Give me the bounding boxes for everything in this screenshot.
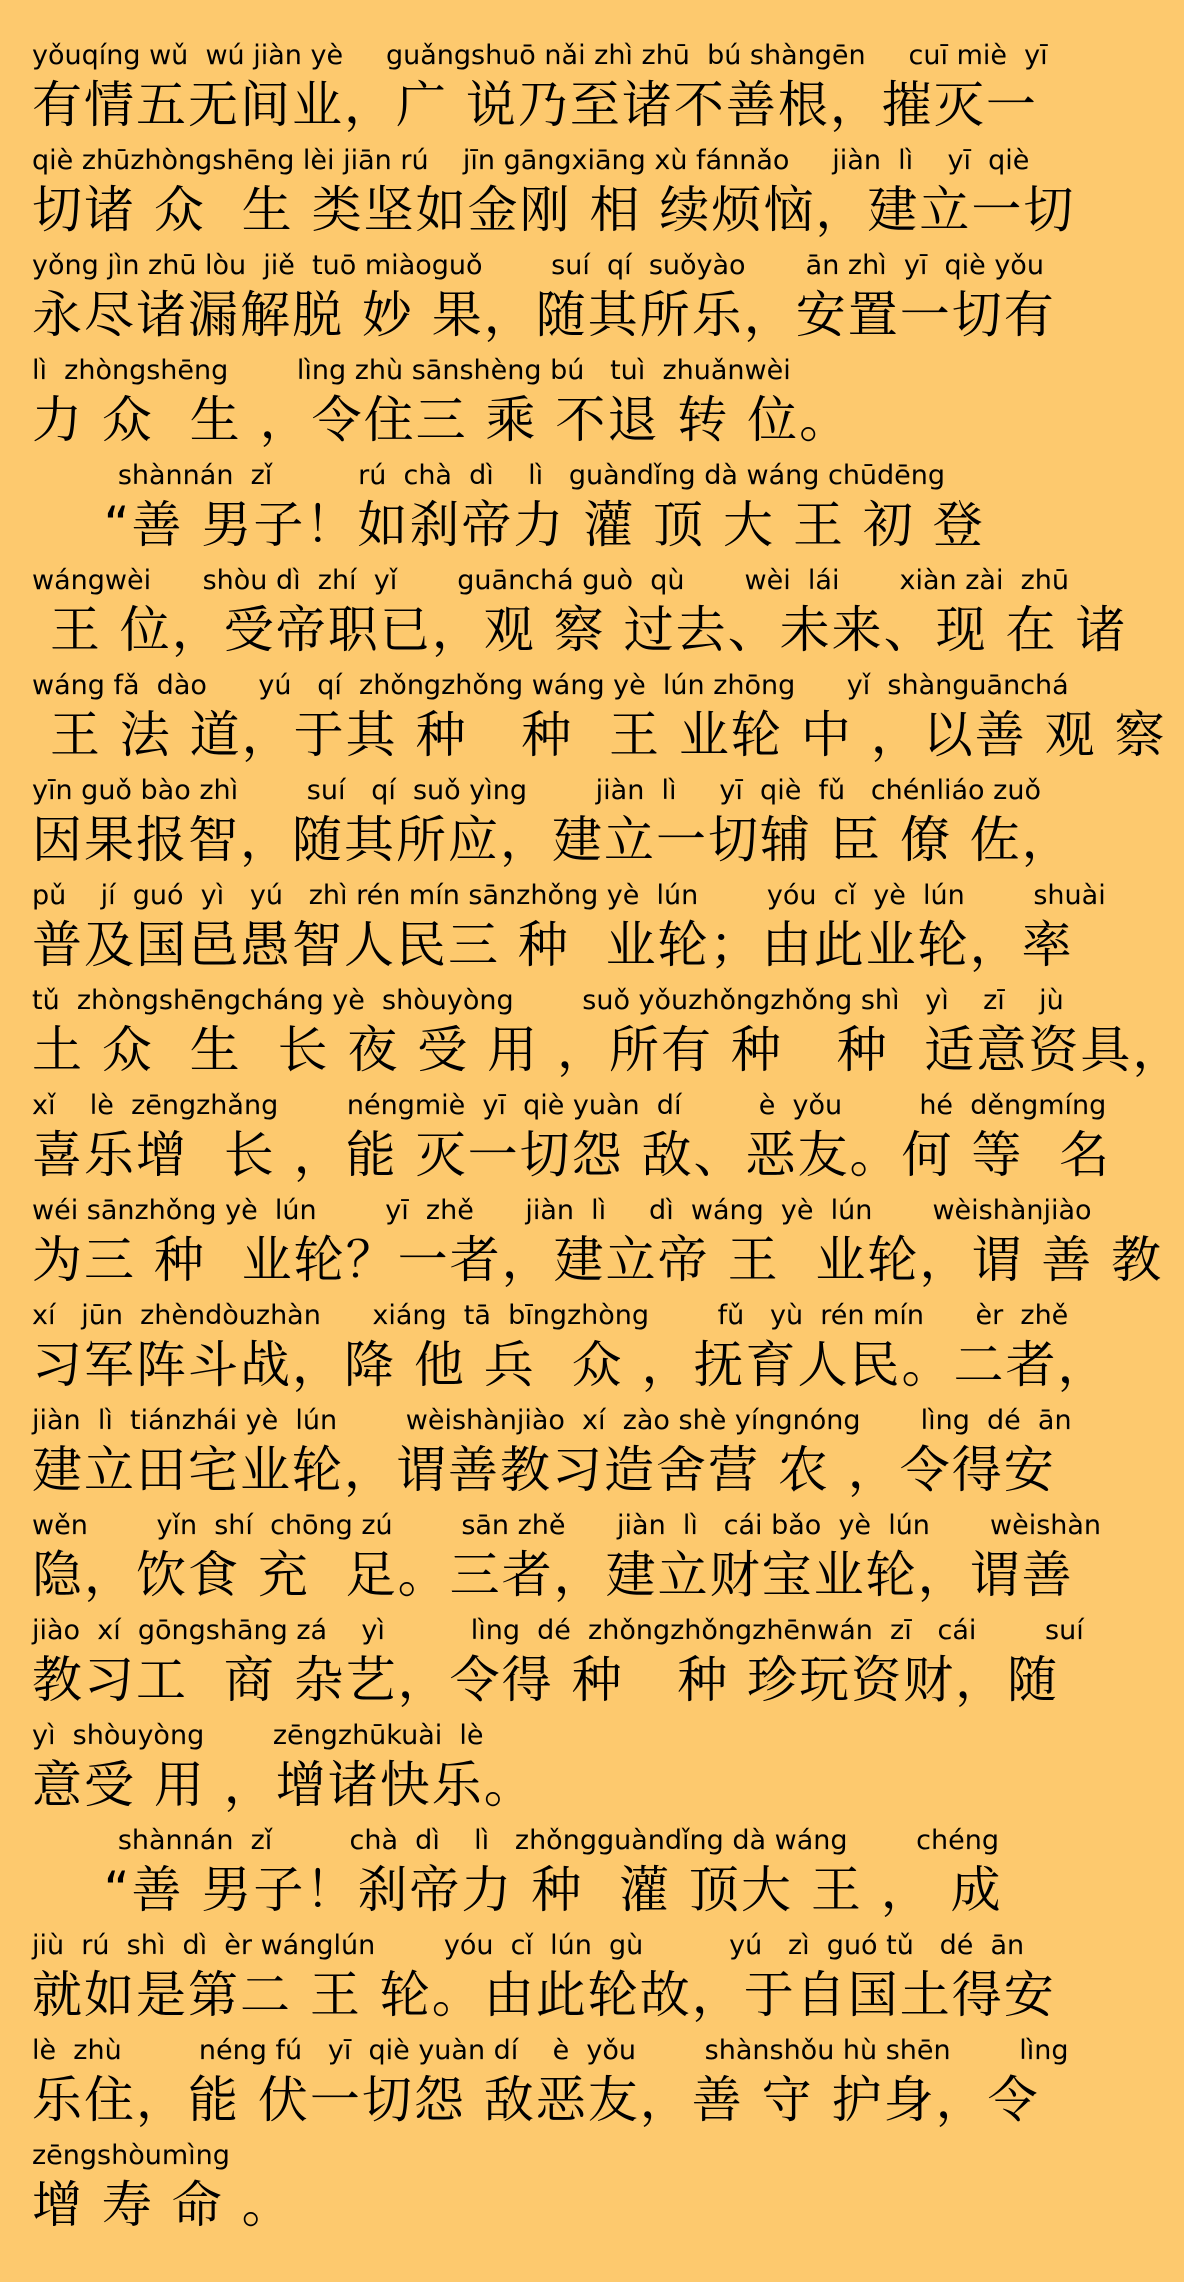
hanzi-text: 土 众 生 长 夜 受 用 ，所有 种 种 适意资具， xyxy=(32,1021,1184,1079)
pinyin-annotation: xǐ lè zēngzhǎng néngmiè yī qiè yuàn dí è yǒu hé děngmíng xyxy=(32,1090,1107,1121)
text-line xyxy=(32,1298,1110,1403)
text-line xyxy=(32,248,1056,353)
text-line xyxy=(32,353,1050,458)
pinyin-annotation: jiàn lì tiánzhái yè lún wèishànjiào xí zào shè yíngnóng lìng dé ān xyxy=(32,1405,1072,1436)
pinyin-annotation: xí jūn zhèndòuzhàn xiáng tā bīngzhòng fǔ yù rén mín èr zhě xyxy=(32,1300,1069,1331)
hanzi-text: 建立田宅业轮，谓善教习造舍营 农 ，令得安 xyxy=(32,1441,1056,1499)
text-line xyxy=(32,458,1050,563)
text-line xyxy=(32,38,1050,143)
pinyin-annotation: zēngshòumìng xyxy=(32,2140,230,2171)
pinyin-annotation: wáng fǎ dào yú qí zhǒngzhǒng wáng yè lún zhōng yǐ shànguānchá xyxy=(32,670,1069,701)
hanzi-text: 意受 用 ，增诸快乐。 xyxy=(32,1756,536,1814)
hanzi-text: 王 法 道，于其 种 种 王 业轮 中 ，以善 观 察 xyxy=(32,706,1167,764)
hanzi-text: 就如是第二 王 轮。由此轮故，于自国土得安 xyxy=(32,1966,1056,2024)
text-line xyxy=(32,2033,1069,2138)
hanzi-text: 乐住，能 伏一切怨 敌恶友，善 守 护身，令 xyxy=(32,2071,1040,2129)
text-line xyxy=(32,1403,1072,1508)
text-line xyxy=(32,668,1167,773)
text-line xyxy=(32,1508,1102,1613)
pinyin-annotation: yǒng jìn zhū lòu jiě tuō miàoguǒ suí qí suǒyào ān zhì yī qiè yǒu xyxy=(32,250,1044,281)
pinyin-annotation: shànnán zǐ rú chà dì lì guàndǐng dà wáng chūdēng xyxy=(32,460,946,491)
pinyin-annotation: yīn guǒ bào zhì suí qí suǒ yìng jiàn lì yī qiè fǔ chénliáo zuǒ xyxy=(32,775,1041,806)
text-line xyxy=(32,983,1184,1088)
text-line xyxy=(32,143,1076,248)
text-line xyxy=(32,563,1128,668)
text-line xyxy=(32,878,1106,983)
text-line xyxy=(32,2138,1050,2243)
pinyin-annotation: lì zhòngshēng lìng zhù sānshèng bú tuì zhuǎnwèi xyxy=(32,355,791,386)
pinyin-annotation: tǔ zhòngshēngcháng yè shòuyòng suǒ yǒuzhǒngzhǒng shì yì zī jù xyxy=(32,985,1064,1016)
pinyin-annotation: yǒuqíng wǔ wú jiàn yè guǎngshuō nǎi zhì zhū bú shàngēn cuī miè yī xyxy=(32,40,1048,71)
pinyin-annotation: qiè zhūzhòngshēng lèi jiān rú jīn gāngxiāng xù fánnǎo jiàn lì yī qiè xyxy=(32,145,1030,176)
text-line xyxy=(32,1088,1112,1193)
text-line xyxy=(32,773,1074,878)
pinyin-annotation: pǔ jí guó yì yú zhì rén mín sānzhǒng yè lún yóu cǐ yè lún shuài xyxy=(32,880,1106,911)
hanzi-text: 切诸 众 生 类坚如金刚 相 续烦恼，建立一切 xyxy=(32,181,1076,239)
text-line xyxy=(32,1613,1084,1718)
pinyin-annotation: yì shòuyòng zēngzhūkuài lè xyxy=(32,1720,484,1751)
pinyin-annotation: shànnán zǐ chà dì lì zhǒngguàndǐng dà wáng chéng xyxy=(32,1825,999,1856)
pinyin-annotation: lè zhù néng fú yī qiè yuàn dí è yǒu shànshǒu hù shēn lìng xyxy=(32,2035,1069,2066)
hanzi-text: 王 位，受帝职已，观 察 过去、未来、现 在 诸 xyxy=(32,601,1128,659)
text-line xyxy=(32,1718,1050,1823)
hanzi-text: 喜乐增 长 ，能 灭一切怨 敌、恶友。何 等 名 xyxy=(32,1126,1112,1184)
pinyin-annotation: wángwèi shòu dì zhí yǐ guānchá guò qù wèi lái xiàn zài zhū xyxy=(32,565,1070,596)
hanzi-text: 隐，饮食 充 足。三者，建立财宝业轮，谓善 xyxy=(32,1546,1074,1604)
hanzi-text: 因果报智，随其所应，建立一切辅 臣 僚 佐， xyxy=(32,811,1074,869)
pinyin-annotation: jiù rú shì dì èr wánglún yóu cǐ lún gù yú zì guó tǔ dé ān xyxy=(32,1930,1025,1961)
text-line xyxy=(32,1823,1050,1928)
text-line xyxy=(32,1193,1164,1298)
hanzi-text: 永尽诸漏解脱 妙 果，随其所乐，安置一切有 xyxy=(32,286,1056,344)
hanzi-text: “善 男子！如刹帝力 灌 顶 大 王 初 登 xyxy=(32,496,985,554)
hanzi-text: 增 寿 命 。 xyxy=(32,2176,294,2234)
hanzi-text: 普及国邑愚智人民三 种 业轮；由此业轮，率 xyxy=(32,916,1074,974)
hanzi-text: 力 众 生 ，令住三 乘 不退 转 位。 xyxy=(32,391,852,449)
text-line xyxy=(32,1928,1056,2033)
hanzi-text: 习军阵斗战，降 他 兵 众 ，抚育人民。二者， xyxy=(32,1336,1110,1394)
hanzi-text: 有情五无间业，广 说乃至诸不善根，摧灭一 xyxy=(32,76,1038,134)
pinyin-annotation: wěn yǐn shí chōng zú sān zhě jiàn lì cái bǎo yè lún wèishàn xyxy=(32,1510,1102,1541)
hanzi-text: 为三 种 业轮？一者，建立帝 王 业轮，谓 善 教 xyxy=(32,1231,1164,1289)
pinyin-annotation: jiào xí gōngshāng zá yì lìng dé zhǒngzhǒngzhēnwán zī cái suí xyxy=(32,1615,1084,1646)
hanzi-text: “善 男子！刹帝力 种 灌 顶大 王 ， 成 xyxy=(32,1861,1003,1919)
pinyin-annotation: wéi sānzhǒng yè lún yī zhě jiàn lì dì wáng yè lún wèishànjiào xyxy=(32,1195,1092,1226)
hanzi-text: 教习工 商 杂艺，令得 种 种 珍玩资财，随 xyxy=(32,1651,1060,1709)
